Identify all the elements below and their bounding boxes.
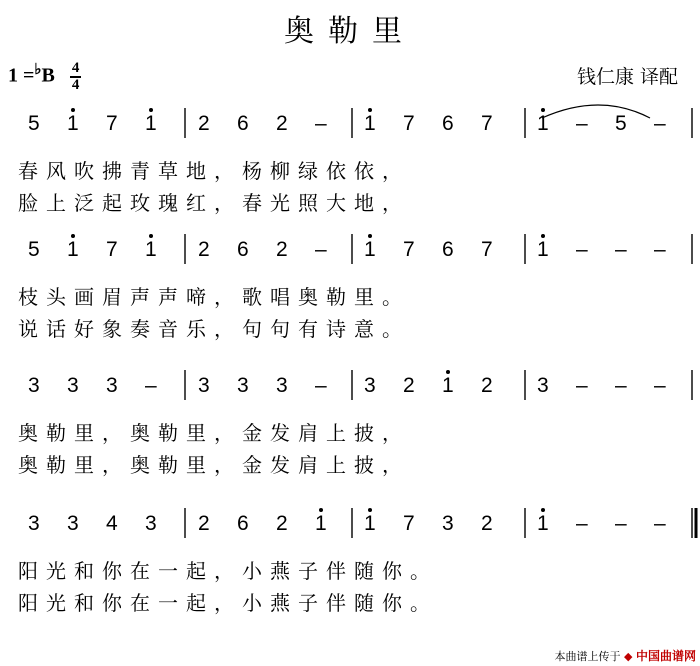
note: 5	[28, 238, 40, 261]
lyric-char: 。	[410, 593, 430, 615]
lyric-char: 画	[74, 287, 94, 309]
high-octave-dot	[71, 108, 75, 112]
high-octave-dot	[541, 108, 545, 112]
lyric-char: 小	[242, 593, 262, 615]
sustain-dash: –	[145, 374, 157, 397]
site-logo-icon: ◆	[624, 650, 633, 663]
note: 1	[364, 512, 376, 535]
note: 7	[481, 238, 493, 261]
lyric-char: 肩	[298, 455, 318, 477]
lyric-char: ，	[382, 423, 402, 445]
note: 7	[106, 112, 118, 135]
lyric-char: 你	[382, 561, 402, 583]
sustain-dash: –	[576, 512, 588, 535]
high-octave-dot	[368, 508, 372, 512]
note: 1	[442, 374, 454, 397]
arranger-credit: 钱仁康 译配	[576, 66, 678, 88]
lyric-char: ，	[214, 319, 234, 341]
lyric-char: 在	[130, 593, 150, 615]
note: 3	[28, 374, 40, 397]
lyric-char: ，	[214, 161, 234, 183]
sustain-dash: –	[615, 374, 627, 397]
note: 1	[145, 112, 157, 135]
note: 3	[364, 374, 376, 397]
note: 3	[276, 374, 288, 397]
lyric-char: 里	[186, 455, 206, 477]
note: 2	[481, 374, 493, 397]
high-octave-dot	[368, 234, 372, 238]
lyric-char: 草	[158, 161, 178, 183]
key-note: B	[41, 64, 55, 87]
lyric-char: 披	[354, 423, 374, 445]
lyric-char: 勒	[158, 455, 178, 477]
note: 2	[276, 512, 288, 535]
high-octave-dot	[541, 508, 545, 512]
lyric-char: 奥	[18, 455, 38, 477]
lyric-char: 子	[298, 561, 318, 583]
lyric-char: ，	[382, 193, 402, 215]
note: 3	[442, 512, 454, 535]
lyric-char: 歌	[242, 287, 262, 309]
lyric-char: 红	[186, 193, 206, 215]
slur	[542, 105, 650, 118]
note: 3	[537, 374, 549, 397]
lyric-char: 和	[74, 561, 94, 583]
footer-source	[555, 647, 696, 664]
lyric-char: 奥	[18, 423, 38, 445]
lyric-char: 好	[74, 319, 94, 341]
note: 2	[403, 374, 415, 397]
lyric-char: 发	[270, 423, 290, 445]
note: 1	[145, 238, 157, 261]
lyric-char: 音	[158, 319, 178, 341]
lyric-char: ，	[102, 455, 122, 477]
lyric-char: 勒	[46, 455, 66, 477]
lyric-char: 上	[46, 193, 66, 215]
lyric-char: 光	[46, 593, 66, 615]
lyric-char: 随	[354, 561, 374, 583]
sustain-dash: –	[315, 238, 327, 261]
lyric-char: 柳	[270, 161, 290, 183]
sustain-dash: –	[615, 238, 627, 261]
note: 5	[615, 112, 627, 135]
lyric-char: 依	[326, 161, 346, 183]
lyric-char: 披	[354, 455, 374, 477]
lyric-char: 小	[242, 561, 262, 583]
lyric-char: 奥	[130, 423, 150, 445]
lyric-char: 你	[102, 593, 122, 615]
lyric-char: 你	[382, 593, 402, 615]
lyric-char: 有	[298, 319, 318, 341]
sustain-dash: –	[576, 238, 588, 261]
lyric-char: 拂	[102, 161, 122, 183]
lyric-char: 玫	[130, 193, 150, 215]
high-octave-dot	[446, 370, 450, 374]
lyric-char: 一	[158, 593, 178, 615]
high-octave-dot	[368, 108, 372, 112]
lyric-char: 金	[242, 423, 262, 445]
note: 1	[315, 512, 327, 535]
note: 3	[145, 512, 157, 535]
lyric-char: 上	[326, 455, 346, 477]
lyric-char: 诗	[326, 319, 346, 341]
note: 2	[481, 512, 493, 535]
lyric-char: 头	[46, 287, 66, 309]
lyric-char: 勒	[158, 423, 178, 445]
note: 1	[364, 112, 376, 135]
lyric-char: 起	[186, 561, 206, 583]
lyric-char: 泛	[74, 193, 94, 215]
key-prefix: 1 =	[8, 64, 35, 87]
lyric-char: 说	[18, 319, 38, 341]
lyric-char: 里	[74, 423, 94, 445]
note: 7	[481, 112, 493, 135]
sustain-dash: –	[615, 512, 627, 535]
lyric-char: ，	[214, 423, 234, 445]
sustain-dash: –	[315, 112, 327, 135]
note: 3	[28, 512, 40, 535]
lyric-char: 句	[270, 319, 290, 341]
note: 3	[67, 512, 79, 535]
lyric-char: 啼	[186, 287, 206, 309]
sustain-dash: –	[576, 112, 588, 135]
lyric-char: 依	[354, 161, 374, 183]
lyric-char: 意	[354, 319, 374, 341]
lyric-char: 肩	[298, 423, 318, 445]
note: 3	[198, 374, 210, 397]
lyric-char: ，	[214, 193, 234, 215]
lyric-char: 瑰	[158, 193, 178, 215]
note: 1	[537, 238, 549, 261]
lyric-char: 吹	[74, 161, 94, 183]
lyric-char: 和	[74, 593, 94, 615]
note: 3	[237, 374, 249, 397]
high-octave-dot	[149, 108, 153, 112]
note: 6	[237, 512, 249, 535]
lyric-char: ，	[382, 455, 402, 477]
lyric-char: 燕	[270, 593, 290, 615]
time-top: 4	[71, 60, 80, 77]
lyric-char: 勒	[326, 287, 346, 309]
lyric-char: ，	[214, 561, 234, 583]
sustain-dash: –	[315, 374, 327, 397]
lyric-char: 奥	[298, 287, 318, 309]
footer-text: 本曲谱上传于	[554, 650, 621, 663]
note: 2	[198, 112, 210, 135]
footer-site: 中国曲谱网	[635, 649, 696, 663]
time-bottom: 4	[71, 77, 80, 94]
lyric-char: ，	[214, 455, 234, 477]
note: 4	[106, 512, 118, 535]
lyric-char: 发	[270, 455, 290, 477]
lyric-char: 绿	[298, 161, 318, 183]
note: 6	[442, 238, 454, 261]
lyric-char: 金	[242, 455, 262, 477]
note: 1	[537, 112, 549, 135]
note: 2	[276, 112, 288, 135]
note: 7	[403, 512, 415, 535]
lyric-char: 脸	[18, 193, 38, 215]
high-octave-dot	[541, 234, 545, 238]
note: 7	[403, 238, 415, 261]
lyric-char: 照	[298, 193, 318, 215]
note: 6	[442, 112, 454, 135]
lyric-char: 枝	[18, 287, 38, 309]
lyric-char: 象	[102, 319, 122, 341]
lyric-char: 燕	[270, 561, 290, 583]
lyric-char: ，	[214, 287, 234, 309]
lyric-char: 一	[158, 561, 178, 583]
lyric-char: 在	[130, 561, 150, 583]
lyric-char: 声	[158, 287, 178, 309]
lyric-char: 。	[410, 561, 430, 583]
note: 6	[237, 238, 249, 261]
lyric-char: 话	[46, 319, 66, 341]
sustain-dash: –	[654, 512, 666, 535]
lyric-char: 阳	[18, 561, 38, 583]
lyric-char: 乐	[186, 319, 206, 341]
flat-sign: ♭	[34, 62, 42, 78]
note: 6	[237, 112, 249, 135]
lyric-char: ，	[382, 161, 402, 183]
lyric-char: 上	[326, 423, 346, 445]
sustain-dash: –	[654, 238, 666, 261]
lyric-char: 杨	[242, 161, 262, 183]
title: 奥勒里	[284, 14, 416, 49]
sustain-dash: –	[576, 374, 588, 397]
lyric-char: 里	[354, 287, 374, 309]
lyric-char: 。	[382, 319, 402, 341]
lyric-char: 起	[186, 593, 206, 615]
lyric-char: 春	[242, 193, 262, 215]
lyric-char: 地	[186, 161, 206, 183]
note: 2	[198, 512, 210, 535]
lyric-char: 眉	[102, 287, 122, 309]
lyric-char: 你	[102, 561, 122, 583]
lyric-char: 句	[242, 319, 262, 341]
high-octave-dot	[71, 234, 75, 238]
note: 1	[67, 112, 79, 135]
lyric-char: 光	[46, 561, 66, 583]
note: 7	[106, 238, 118, 261]
note: 7	[403, 112, 415, 135]
lyric-char: 。	[382, 287, 402, 309]
note: 5	[28, 112, 40, 135]
sustain-dash: –	[654, 374, 666, 397]
sustain-dash: –	[654, 112, 666, 135]
lyric-char: 勒	[46, 423, 66, 445]
lyric-char: 大	[326, 193, 346, 215]
lyric-char: 奏	[130, 319, 150, 341]
lyric-char: 青	[130, 161, 150, 183]
note: 3	[106, 374, 118, 397]
lyric-char: 子	[298, 593, 318, 615]
lyric-char: 伴	[326, 561, 346, 583]
lyric-char: 光	[270, 193, 290, 215]
lyric-char: 声	[130, 287, 150, 309]
lyric-char: ，	[214, 593, 234, 615]
lyric-char: 风	[46, 161, 66, 183]
high-octave-dot	[319, 508, 323, 512]
lyric-char: 地	[354, 193, 374, 215]
lyric-char: 奥	[130, 455, 150, 477]
note: 1	[364, 238, 376, 261]
lyric-char: 里	[186, 423, 206, 445]
note: 3	[67, 374, 79, 397]
lyric-char: ，	[102, 423, 122, 445]
lyric-char: 春	[18, 161, 38, 183]
lyric-char: 随	[354, 593, 374, 615]
lyric-char: 阳	[18, 593, 38, 615]
note: 2	[198, 238, 210, 261]
high-octave-dot	[149, 234, 153, 238]
note: 1	[67, 238, 79, 261]
lyric-char: 里	[74, 455, 94, 477]
note: 2	[276, 238, 288, 261]
note: 1	[537, 512, 549, 535]
lyric-char: 伴	[326, 593, 346, 615]
lyric-char: 起	[102, 193, 122, 215]
lyric-char: 唱	[270, 287, 290, 309]
